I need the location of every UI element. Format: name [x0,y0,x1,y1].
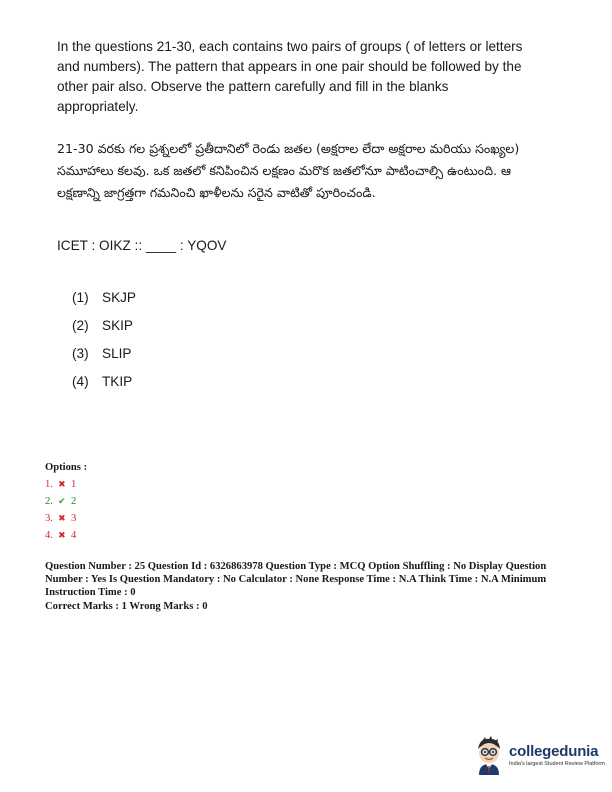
choice-text: TKIP [102,374,133,389]
choice-2 [72,318,136,346]
marks-info: Correct Marks : 1 Wrong Marks : 0 [45,601,208,612]
answer-number: 2. [45,496,53,507]
answer-value: 1 [70,479,77,490]
question-english: In the questions 21-30, each contains two pairs of groups ( of letters or letters and numbers). The pattern that appears in one pair should be followed by the other pair also. Observe the pattern carefully and fill in the blanks appropriately. [57,39,523,114]
answer-value: 3 [70,513,77,524]
answer-option-2 [45,493,76,510]
logo-text [509,743,605,767]
brand-name: collegedunia [509,743,599,760]
answer-number: 1. [45,479,53,490]
choice-text: SLIP [102,346,132,361]
answer-value: 2 [70,496,77,507]
choice-4 [72,374,136,402]
analogy-line: ICET : OIKZ :: ____ : YQOV [57,238,227,253]
choice-number: (2) [72,318,89,333]
answer-option-4 [45,527,76,544]
answer-options [45,476,76,544]
question-info: Question Number : 25 Question Id : 6326863978 Question Type : MCQ Option Shuffling : No Display Question Number : Yes Is Question Mandatory : No Calculator : None Response Time : N.A Think Time : N.A Minimum Instruction Time : 0 [45,561,547,599]
choice-number: (4) [72,374,89,389]
answer-number: 3. [45,513,53,524]
answer-value: 4 [70,530,77,541]
brand-logo [472,735,605,775]
choice-1 [72,290,136,318]
question-telugu: 21-30 వరకు గల ప్రశ్నలలో ప్రతీదానిలో రెండు జతల (అక్షరాల లేదా అక్షరాల మరియు సంఖ్యల) సమూహాలు కలవు. ఒక జతలో కనిపించిన లక్షణం మరొక జతలోనూ పాటించాల్సి ఉంటుంది. ఆ లక్షణాన్ని జాగ్రత్తగా గమనించి ఖాళీలను సరైన వాటితో పూరించండి. [57,141,520,200]
choice-text: SKJP [102,290,136,305]
choice-list [72,290,136,402]
choice-number: (3) [72,346,89,361]
choice-number: (1) [72,290,89,305]
choice-3 [72,346,136,374]
cross-icon: ✖ [58,513,66,523]
options-heading: Options : [45,462,88,473]
cross-icon: ✖ [58,479,66,489]
cross-icon: ✖ [58,530,66,540]
check-icon: ✔ [58,496,66,506]
answer-option-1 [45,476,76,493]
choice-text: SKIP [102,318,133,333]
brand-tagline: India's largest Student Review Platform [509,761,605,767]
student-mascot-icon [472,735,506,775]
answer-option-3 [45,510,76,527]
answer-number: 4. [45,530,53,541]
